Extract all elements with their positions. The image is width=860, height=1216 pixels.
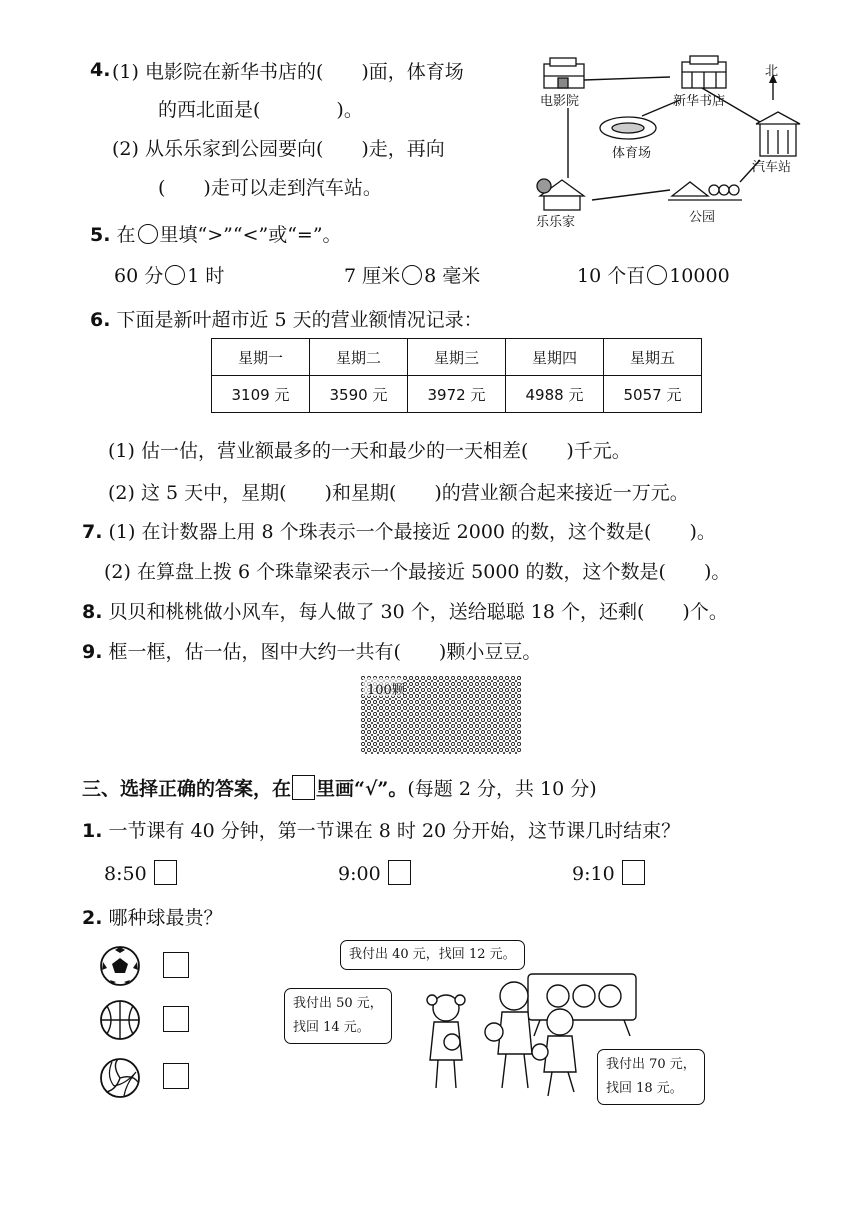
bubble-left-line2: 找回 14 元。	[293, 1020, 370, 1035]
q6-sub2: (2) 这 5 天中，星期( )和星期( )的营业额合起来接近一万元。	[108, 482, 689, 504]
option-1-label: 8:50	[104, 863, 147, 885]
table-cell: 3590 元	[310, 376, 408, 413]
check-box-icon	[292, 775, 315, 800]
s3q1-text: 一节课有 40 分钟，第一节课在 8 时 20 分开始，这节课几时结束？	[108, 820, 681, 842]
q5-item-1-right: 1 时	[187, 265, 225, 287]
q5-number: 5.	[90, 224, 111, 246]
table-header-cell: 星期一	[212, 339, 310, 376]
q5-text-pre: 在	[116, 224, 136, 246]
volleyball-icon	[98, 1056, 142, 1100]
table-header-cell: 星期四	[506, 339, 604, 376]
soccer-ball-checkbox[interactable]	[163, 952, 189, 978]
basketball-checkbox[interactable]	[163, 1006, 189, 1032]
park-icon	[668, 182, 742, 200]
section3-title-mid: 里画“√”。	[316, 778, 408, 800]
q5-item-3-circle[interactable]	[647, 265, 667, 285]
q6-number: 6.	[90, 309, 111, 331]
table-row	[212, 376, 702, 413]
compare-circle-icon	[138, 224, 158, 244]
q9-number: 9.	[82, 641, 103, 663]
map-home-label: 乐乐家	[536, 215, 576, 230]
table-cell: 3972 元	[408, 376, 506, 413]
stadium-icon	[600, 117, 656, 139]
bookstore-icon	[682, 56, 726, 88]
map-park-label: 公园	[689, 210, 716, 225]
q9-text: 框一框，估一估，图中大约一共有( )颗小豆豆。	[108, 641, 542, 663]
soccer-ball-icon	[98, 944, 142, 988]
q4-part1-line1: (1) 电影院在新华书店的( )面，体育场	[112, 61, 464, 83]
bubble-right-line2: 找回 18 元。	[606, 1081, 683, 1096]
map-cinema-label: 电影院	[540, 94, 580, 109]
speech-bubble-top: 我付出 40 元，找回 12 元。	[340, 940, 525, 970]
q5-item-2	[344, 261, 480, 288]
option-3-label: 9:10	[572, 863, 615, 885]
q5-item-1-circle[interactable]	[165, 265, 185, 285]
q5-item-3-right: 10000	[669, 265, 730, 287]
s3q1-number: 1.	[82, 820, 103, 842]
q7-sub1: (1) 在计数器上用 8 个珠表示一个最接近 2000 的数，这个数是( )。	[108, 521, 716, 543]
q4-part2-line2: ( )走可以走到汽车站。	[158, 177, 382, 199]
basketball-icon	[98, 998, 142, 1042]
bus-station-icon	[756, 112, 800, 156]
s3q1-option-3	[572, 860, 646, 885]
table-cell: 5057 元	[604, 376, 702, 413]
s3q2-number: 2.	[82, 907, 103, 929]
table-header-row	[212, 339, 702, 376]
q6-sub1: (1) 估一估，营业额最多的一天和最少的一天相差( )千元。	[108, 440, 631, 462]
q5-item-2-left: 7 厘米	[344, 265, 401, 287]
q5-item-1-left: 60 分	[114, 265, 164, 287]
option-1-checkbox[interactable]	[154, 860, 177, 885]
q4-number: 4.	[90, 59, 111, 81]
q8-line	[82, 597, 728, 624]
bubble-left-line1: 我付出 50 元，	[293, 996, 383, 1011]
q7-number: 7.	[82, 521, 103, 543]
bubble-right-line1: 我付出 70 元，	[606, 1057, 696, 1072]
table-cell: 3109 元	[212, 376, 310, 413]
q5-prompt	[90, 220, 342, 247]
option-2-checkbox[interactable]	[388, 860, 411, 885]
ball-cart-icon	[528, 974, 636, 1036]
house-icon	[537, 179, 584, 210]
boy-figure-icon	[485, 982, 532, 1088]
map-stadium-label: 体育场	[612, 146, 652, 161]
children-buying-balls-illustration	[410, 962, 640, 1098]
q4-part1-line2: 的西北面是( )。	[158, 99, 363, 121]
girl-figure-icon	[427, 995, 465, 1088]
q9-line	[82, 637, 541, 664]
volleyball-checkbox[interactable]	[163, 1063, 189, 1089]
map-bus-station-label: 汽车站	[752, 160, 792, 175]
q5-text-post: 里填“>”“<”或“=”。	[159, 224, 342, 246]
s3q1-option-1	[104, 860, 178, 885]
map-north-label: 北	[765, 64, 779, 79]
direction-map	[530, 50, 830, 230]
option-3-checkbox[interactable]	[622, 860, 645, 885]
sales-table	[211, 338, 702, 413]
s3q2-line	[82, 903, 223, 930]
q7-sub2: (2) 在算盘上拨 6 个珠靠梁表示一个最接近 5000 的数，这个数是( )。	[104, 561, 731, 583]
table-header-cell: 星期二	[310, 339, 408, 376]
table-cell: 4988 元	[506, 376, 604, 413]
q5-item-3	[577, 261, 730, 288]
q7-line1	[82, 517, 716, 544]
section3-title	[82, 774, 597, 801]
option-2-label: 9:00	[338, 863, 381, 885]
cinema-icon	[544, 58, 584, 88]
q4-part2-line1: (2) 从乐乐家到公园要向( )走，再向	[112, 138, 445, 160]
table-header-cell: 星期五	[604, 339, 702, 376]
q6-text: 下面是新叶超市近 5 天的营业额情况记录：	[116, 309, 483, 331]
q5-item-2-circle[interactable]	[402, 265, 422, 285]
dots-box-label: 100颗	[367, 683, 405, 698]
s3q1-line	[82, 816, 680, 843]
s3q2-text: 哪种球最贵？	[108, 907, 223, 929]
speech-bubble-left	[284, 988, 392, 1044]
q5-item-2-right: 8 毫米	[424, 265, 481, 287]
q5-item-1	[114, 261, 224, 288]
q8-number: 8.	[82, 601, 103, 623]
s3q1-option-2	[338, 860, 412, 885]
q8-text: 贝贝和桃桃做小风车，每人做了 30 个，送给聪聪 18 个，还剩( )个。	[108, 601, 728, 623]
q6-prompt	[90, 305, 483, 332]
table-header-cell: 星期三	[408, 339, 506, 376]
map-bookstore-label: 新华书店	[673, 94, 726, 109]
section3-score-note: (每题 2 分，共 10 分)	[407, 778, 597, 800]
q5-item-3-left: 10 个百	[577, 265, 646, 287]
section3-title-pre: 三、选择正确的答案，在	[82, 778, 292, 800]
